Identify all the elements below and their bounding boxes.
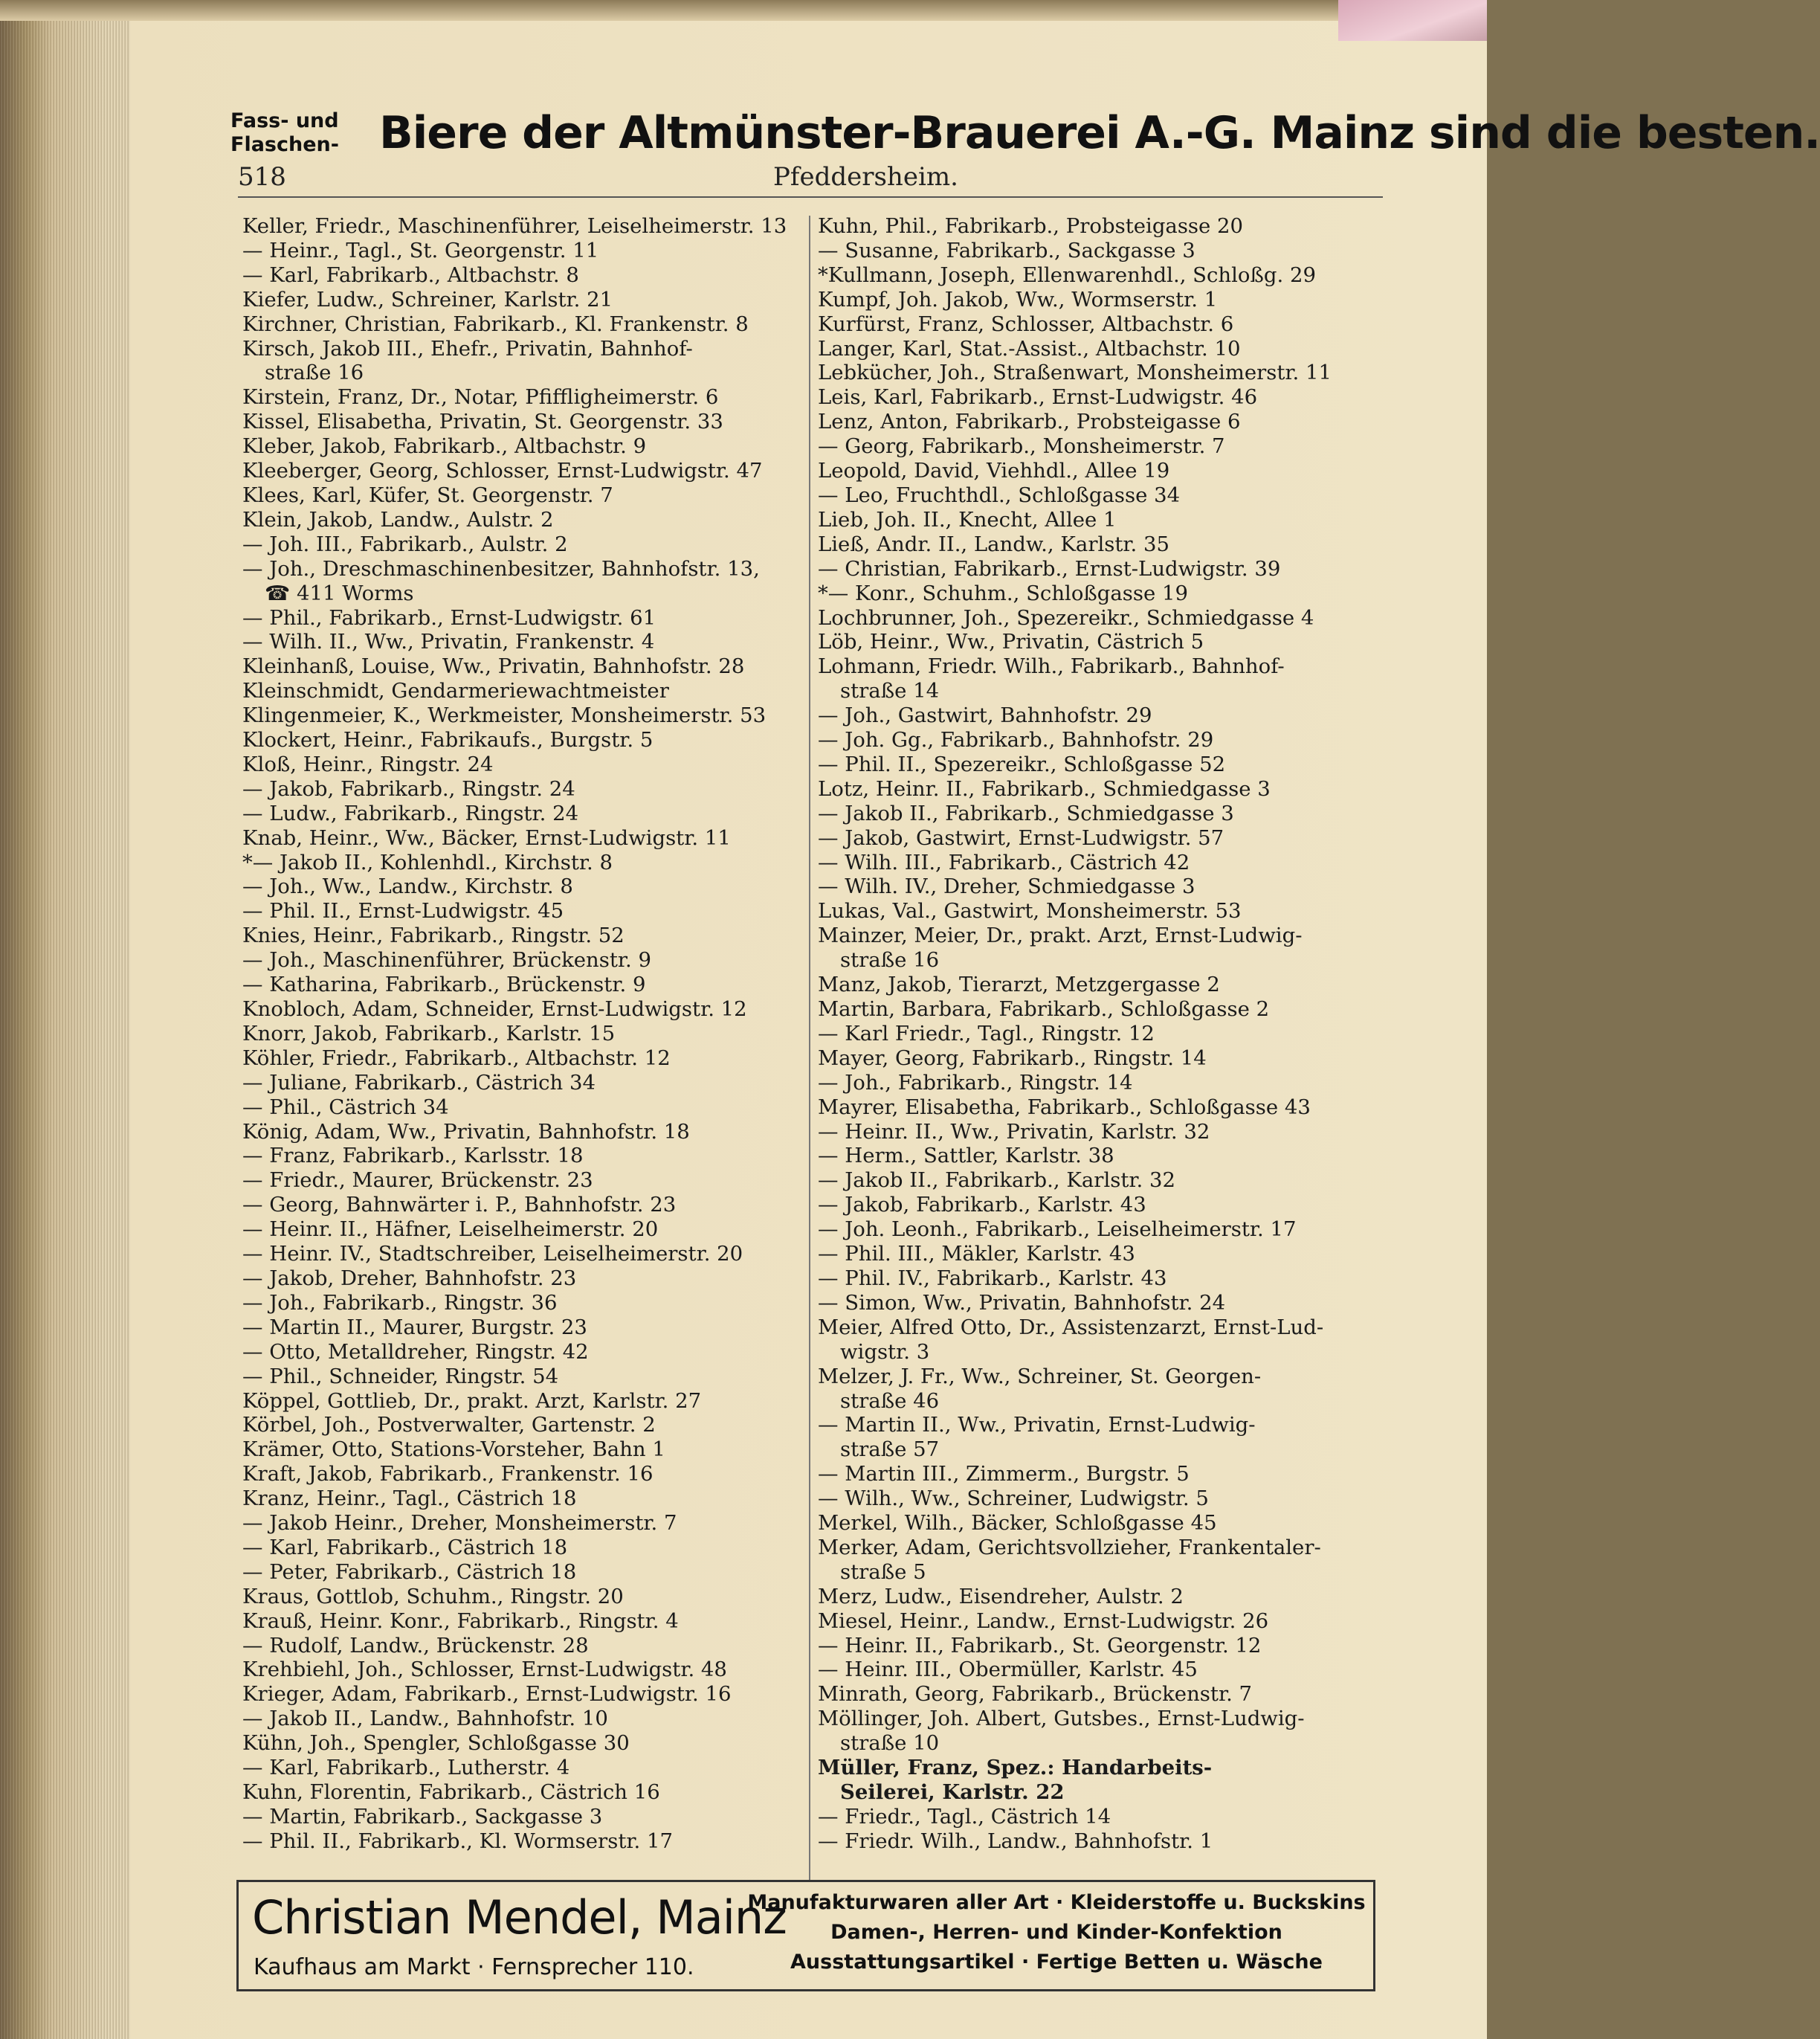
directory-entry: Körbel, Joh., Postverwalter, Gartenstr. 2 bbox=[242, 1413, 656, 1437]
directory-entry: — Karl Friedr., Tagl., Ringstr. 12 bbox=[818, 1021, 1155, 1046]
directory-entry: — Joh. Leonh., Fabrikarb., Leiselheimerstr. 17 bbox=[818, 1217, 1297, 1242]
directory-entry: — Joh., Fabrikarb., Ringstr. 14 bbox=[818, 1070, 1133, 1095]
directory-entry: Martin, Barbara, Fabrikarb., Schloßgasse 2 bbox=[818, 997, 1270, 1021]
directory-entry: Merkel, Wilh., Bäcker, Schloßgasse 45 bbox=[818, 1511, 1217, 1536]
directory-entry: — Jakob, Fabrikarb., Ringstr. 24 bbox=[242, 776, 575, 801]
directory-entry: Kuhn, Florentin, Fabrikarb., Cästrich 16 bbox=[242, 1780, 660, 1804]
directory-entry: Köhler, Friedr., Fabrikarb., Altbachstr. 12 bbox=[242, 1046, 671, 1070]
directory-entry: — Jakob, Gastwirt, Ernst-Ludwigstr. 57 bbox=[818, 825, 1224, 850]
directory-entry: König, Adam, Ww., Privatin, Bahnhofstr. 18 bbox=[242, 1119, 690, 1144]
directory-entry: Klockert, Heinr., Fabrikaufs., Burgstr. 5 bbox=[242, 728, 654, 753]
directory-entry: — Phil. II., Spezereikr., Schloßgasse 52 bbox=[818, 752, 1226, 776]
directory-entry: Mayrer, Elisabetha, Fabrikarb., Schloßgasse 43 bbox=[818, 1095, 1311, 1119]
directory-entry: Miesel, Heinr., Landw., Ernst-Ludwigstr. 26 bbox=[818, 1608, 1269, 1633]
directory-entry: Krämer, Otto, Stations-Vorsteher, Bahn 1 bbox=[242, 1437, 665, 1462]
directory-entry: Merker, Adam, Gerichtsvollzieher, Frankentaler- bbox=[818, 1535, 1321, 1559]
directory-entry: Mainzer, Meier, Dr., prakt. Arzt, Ernst-Ludwig- bbox=[818, 924, 1303, 948]
directory-entry: Möllinger, Joh. Albert, Gutsbes., Ernst-Ludwig- bbox=[818, 1707, 1305, 1731]
right-directory-column bbox=[818, 214, 1390, 1854]
directory-entry: — Otto, Metalldreher, Ringstr. 42 bbox=[242, 1339, 589, 1364]
directory-entry: Meier, Alfred Otto, Dr., Assistenzarzt, Ernst-Lud- bbox=[818, 1315, 1324, 1339]
directory-entry: Merz, Ludw., Eisendreher, Aulstr. 2 bbox=[818, 1584, 1184, 1608]
footer-ad-address: Kaufhaus am Markt · Fernsprecher 110. bbox=[254, 1954, 694, 1980]
directory-entry: — Phil. IV., Fabrikarb., Karlstr. 43 bbox=[818, 1266, 1167, 1290]
directory-entry: Knies, Heinr., Fabrikarb., Ringstr. 52 bbox=[242, 924, 625, 948]
footer-advertisement bbox=[236, 1880, 1375, 1991]
directory-entry: — Jakob, Fabrikarb., Karlstr. 43 bbox=[818, 1193, 1146, 1217]
left-directory-column bbox=[242, 214, 800, 1854]
directory-entry: Kraus, Gottlob, Schuhm., Ringstr. 20 bbox=[242, 1584, 624, 1608]
header-ad-slogan: Biere der Altmünster-Brauerei A.-G. Mainz sind die besten. bbox=[379, 107, 1820, 159]
directory-entry: Kirstein, Franz, Dr., Notar, Pfiffligheimerstr. 6 bbox=[242, 385, 719, 410]
directory-entry: — Jakob Heinr., Dreher, Monsheimerstr. 7 bbox=[242, 1511, 677, 1536]
directory-entry: — Heinr. III., Obermüller, Karlstr. 45 bbox=[818, 1658, 1198, 1682]
directory-entry: — Wilh. II., Ww., Privatin, Frankenstr. 4 bbox=[242, 630, 655, 654]
directory-entry: straße 5 bbox=[840, 1559, 926, 1584]
directory-entry: — Joh., Gastwirt, Bahnhofstr. 29 bbox=[818, 703, 1152, 728]
directory-entry: Kloß, Heinr., Ringstr. 24 bbox=[242, 752, 494, 776]
directory-entry: Lochbrunner, Joh., Spezereikr., Schmiedgasse 4 bbox=[818, 605, 1314, 630]
directory-entry: — Jakob, Dreher, Bahnhofstr. 23 bbox=[242, 1266, 577, 1290]
footer-ad-company-name: Christian Mendel, Mainz bbox=[252, 1890, 787, 1945]
header-ad-label-line2: Flaschen- bbox=[230, 133, 339, 156]
directory-entry: wigstr. 3 bbox=[840, 1339, 930, 1364]
directory-entry: Krehbiehl, Joh., Schlosser, Ernst-Ludwigstr. 48 bbox=[242, 1658, 727, 1682]
directory-entry: Kirchner, Christian, Fabrikarb., Kl. Frankenstr. 8 bbox=[242, 312, 749, 336]
directory-entry: Ließ, Andr. II., Landw., Karlstr. 35 bbox=[818, 532, 1170, 556]
directory-entry: — Georg, Fabrikarb., Monsheimerstr. 7 bbox=[818, 434, 1225, 459]
directory-entry: Mayer, Georg, Fabrikarb., Ringstr. 14 bbox=[818, 1046, 1207, 1070]
directory-entry: Knorr, Jakob, Fabrikarb., Karlstr. 15 bbox=[242, 1021, 616, 1046]
directory-entry: — Phil., Cästrich 34 bbox=[242, 1095, 449, 1119]
directory-entry: — Phil. III., Mäkler, Karlstr. 43 bbox=[818, 1242, 1135, 1266]
directory-entry: Klein, Jakob, Landw., Aulstr. 2 bbox=[242, 507, 554, 532]
directory-entry: — Ludw., Fabrikarb., Ringstr. 24 bbox=[242, 801, 579, 825]
directory-entry: — Franz, Fabrikarb., Karlsstr. 18 bbox=[242, 1144, 584, 1168]
footer-ad-line: Manufakturwaren aller Art · Kleiderstoffe u. Buckskins bbox=[747, 1891, 1366, 1914]
directory-entry: *Kullmann, Joseph, Ellenwarenhdl., Schloßg. 29 bbox=[818, 262, 1316, 287]
directory-entry: — Karl, Fabrikarb., Lutherstr. 4 bbox=[242, 1756, 570, 1780]
directory-entry: — Friedr., Tagl., Cästrich 14 bbox=[818, 1804, 1111, 1829]
directory-entry: Kiefer, Ludw., Schreiner, Karlstr. 21 bbox=[242, 287, 613, 312]
directory-entry: Krauß, Heinr. Konr., Fabrikarb., Ringstr. 4 bbox=[242, 1608, 679, 1633]
directory-entry: Lenz, Anton, Fabrikarb., Probsteigasse 6 bbox=[818, 410, 1241, 434]
directory-entry: Kumpf, Joh. Jakob, Ww., Wormserstr. 1 bbox=[818, 287, 1218, 312]
directory-entry: — Joh. Gg., Fabrikarb., Bahnhofstr. 29 bbox=[818, 728, 1214, 753]
directory-entry: — Martin II., Maurer, Burgstr. 23 bbox=[242, 1315, 587, 1339]
directory-entry: — Joh., Maschinenführer, Brückenstr. 9 bbox=[242, 948, 652, 973]
directory-entry: Kleeberger, Georg, Schlosser, Ernst-Ludwigstr. 47 bbox=[242, 459, 763, 483]
directory-entry: ☎ 411 Worms bbox=[265, 581, 414, 605]
directory-entry: — Martin III., Zimmerm., Burgstr. 5 bbox=[818, 1462, 1190, 1486]
directory-entry: straße 46 bbox=[840, 1388, 940, 1413]
directory-entry: — Juliane, Fabrikarb., Cästrich 34 bbox=[242, 1070, 596, 1095]
footer-ad-line: Damen-, Herren- und Kinder-Konfektion bbox=[830, 1921, 1282, 1944]
directory-entry: Müller, Franz, Spez.: Handarbeits- bbox=[818, 1756, 1213, 1780]
directory-entry: — Friedr. Wilh., Landw., Bahnhofstr. 1 bbox=[818, 1829, 1213, 1853]
directory-entry: — Joh., Dreschmaschinenbesitzer, Bahnhofstr. 13, bbox=[242, 556, 760, 581]
directory-entry: Klees, Karl, Küfer, St. Georgenstr. 7 bbox=[242, 483, 613, 507]
directory-entry: — Heinr. II., Fabrikarb., St. Georgenstr. 12 bbox=[818, 1633, 1262, 1658]
footer-ad-line: Ausstattungsartikel · Fertige Betten u. Wäsche bbox=[790, 1951, 1323, 1974]
directory-entry: *— Konr., Schuhm., Schloßgasse 19 bbox=[818, 581, 1188, 605]
directory-entry: Seilerei, Karlstr. 22 bbox=[840, 1780, 1065, 1804]
directory-entry: Kurfürst, Franz, Schlosser, Altbachstr. 6 bbox=[818, 312, 1234, 336]
page-edges bbox=[0, 0, 130, 2039]
directory-entry: Langer, Karl, Stat.-Assist., Altbachstr. 10 bbox=[818, 336, 1241, 361]
directory-entry: — Jakob II., Landw., Bahnhofstr. 10 bbox=[242, 1707, 608, 1731]
directory-entry: — Phil., Fabrikarb., Ernst-Ludwigstr. 61 bbox=[242, 605, 656, 630]
directory-entry: — Joh., Ww., Landw., Kirchstr. 8 bbox=[242, 874, 573, 899]
directory-entry: Melzer, J. Fr., Ww., Schreiner, St. Georgen- bbox=[818, 1364, 1262, 1388]
header-ad-label bbox=[230, 109, 372, 157]
directory-entry: — Herm., Sattler, Karlstr. 38 bbox=[818, 1144, 1114, 1168]
directory-entry: Kraft, Jakob, Fabrikarb., Frankenstr. 16 bbox=[242, 1462, 654, 1486]
directory-entry: Leopold, David, Viehhdl., Allee 19 bbox=[818, 459, 1170, 483]
directory-entry: Lebkücher, Joh., Straßenwart, Monsheimerstr. 11 bbox=[818, 361, 1332, 385]
directory-entry: — Heinr. II., Ww., Privatin, Karlstr. 32 bbox=[818, 1119, 1210, 1144]
directory-entry: Kranz, Heinr., Tagl., Cästrich 18 bbox=[242, 1486, 577, 1511]
directory-entry: Kleber, Jakob, Fabrikarb., Altbachstr. 9 bbox=[242, 434, 647, 459]
directory-entry: straße 16 bbox=[265, 361, 364, 385]
directory-entry: Knab, Heinr., Ww., Bäcker, Ernst-Ludwigstr. 11 bbox=[242, 825, 731, 850]
header-divider bbox=[238, 196, 1383, 198]
directory-entry: Kissel, Elisabetha, Privatin, St. Georgenstr. 33 bbox=[242, 410, 723, 434]
directory-entry: — Heinr. IV., Stadtschreiber, Leiselheimerstr. 20 bbox=[242, 1242, 743, 1266]
page-tab-marker bbox=[1338, 0, 1487, 41]
directory-entry: Knobloch, Adam, Schneider, Ernst-Ludwigstr. 12 bbox=[242, 997, 747, 1021]
footer-ad-details bbox=[744, 1888, 1369, 1977]
directory-entry: — Jakob II., Fabrikarb., Schmiedgasse 3 bbox=[818, 801, 1234, 825]
directory-entry: — Leo, Fruchthdl., Schloßgasse 34 bbox=[818, 483, 1181, 507]
directory-entry: — Susanne, Fabrikarb., Sackgasse 3 bbox=[818, 238, 1195, 262]
directory-entry: Löb, Heinr., Ww., Privatin, Cästrich 5 bbox=[818, 630, 1204, 654]
directory-entry: — Friedr., Maurer, Brückenstr. 23 bbox=[242, 1168, 593, 1193]
directory-entry: — Karl, Fabrikarb., Cästrich 18 bbox=[242, 1535, 568, 1559]
directory-entry: — Georg, Bahnwärter i. P., Bahnhofstr. 23 bbox=[242, 1193, 677, 1217]
directory-entry: Köppel, Gottlieb, Dr., prakt. Arzt, Karlstr. 27 bbox=[242, 1388, 702, 1413]
directory-entry: — Martin, Fabrikarb., Sackgasse 3 bbox=[242, 1804, 603, 1829]
directory-entry: straße 14 bbox=[840, 679, 940, 703]
directory-entry: Lohmann, Friedr. Wilh., Fabrikarb., Bahnhof- bbox=[818, 654, 1285, 679]
column-divider bbox=[809, 216, 810, 1881]
directory-entry: — Jakob II., Fabrikarb., Karlstr. 32 bbox=[818, 1168, 1176, 1193]
directory-entry: Manz, Jakob, Tierarzt, Metzgergasse 2 bbox=[818, 973, 1220, 997]
directory-entry: — Simon, Ww., Privatin, Bahnhofstr. 24 bbox=[818, 1290, 1226, 1315]
directory-entry: — Wilh., Ww., Schreiner, Ludwigstr. 5 bbox=[818, 1486, 1209, 1511]
directory-entry: — Phil. II., Ernst-Ludwigstr. 45 bbox=[242, 899, 564, 924]
directory-entry: Kuhn, Phil., Fabrikarb., Probsteigasse 20 bbox=[818, 214, 1244, 238]
directory-entry: — Katharina, Fabrikarb., Brückenstr. 9 bbox=[242, 973, 646, 997]
directory-entry: Krieger, Adam, Fabrikarb., Ernst-Ludwigstr. 16 bbox=[242, 1682, 732, 1707]
directory-entry: Leis, Karl, Fabrikarb., Ernst-Ludwigstr. 46 bbox=[818, 385, 1258, 410]
directory-entry: — Rudolf, Landw., Brückenstr. 28 bbox=[242, 1633, 589, 1658]
directory-entry: — Wilh. III., Fabrikarb., Cästrich 42 bbox=[818, 850, 1190, 874]
directory-entry: — Phil. II., Fabrikarb., Kl. Wormserstr. 17 bbox=[242, 1829, 673, 1853]
directory-entry: — Joh., Fabrikarb., Ringstr. 36 bbox=[242, 1290, 558, 1315]
top-page-edge bbox=[0, 0, 1487, 21]
directory-entry: straße 16 bbox=[840, 948, 940, 973]
directory-entry: *— Jakob II., Kohlenhdl., Kirchstr. 8 bbox=[242, 850, 613, 874]
directory-entry: Kühn, Joh., Spengler, Schloßgasse 30 bbox=[242, 1731, 630, 1756]
directory-entry: Kleinschmidt, Gendarmeriewachtmeister bbox=[242, 679, 669, 703]
directory-entry: — Karl, Fabrikarb., Altbachstr. 8 bbox=[242, 262, 579, 287]
directory-entry: — Heinr. II., Häfner, Leiselheimerstr. 20 bbox=[242, 1217, 659, 1242]
directory-entry: Klingenmeier, K., Werkmeister, Monsheimerstr. 53 bbox=[242, 703, 767, 728]
directory-entry: Keller, Friedr., Maschinenführer, Leiselheimerstr. 13 bbox=[242, 214, 787, 238]
directory-entry: Lotz, Heinr. II., Fabrikarb., Schmiedgasse 3 bbox=[818, 776, 1271, 801]
directory-entry: Minrath, Georg, Fabrikarb., Brückenstr. 7 bbox=[818, 1682, 1253, 1707]
directory-entry: — Joh. III., Fabrikarb., Aulstr. 2 bbox=[242, 532, 568, 556]
directory-entry: straße 57 bbox=[840, 1437, 940, 1462]
page-title: Pfeddersheim. bbox=[773, 162, 958, 192]
directory-entry: — Wilh. IV., Dreher, Schmiedgasse 3 bbox=[818, 874, 1195, 899]
directory-entry: Kleinhanß, Louise, Ww., Privatin, Bahnhofstr. 28 bbox=[242, 654, 745, 679]
header-ad-label-line1: Fass- und bbox=[230, 109, 339, 132]
directory-entry: — Christian, Fabrikarb., Ernst-Ludwigstr. 39 bbox=[818, 556, 1281, 581]
directory-entry: straße 10 bbox=[840, 1731, 940, 1756]
directory-entry: Lieb, Joh. II., Knecht, Allee 1 bbox=[818, 507, 1117, 532]
directory-entry: Lukas, Val., Gastwirt, Monsheimerstr. 53 bbox=[818, 899, 1242, 924]
page-number: 518 bbox=[238, 162, 286, 192]
directory-entry: — Phil., Schneider, Ringstr. 54 bbox=[242, 1364, 559, 1388]
directory-entry: — Martin II., Ww., Privatin, Ernst-Ludwig- bbox=[818, 1413, 1256, 1437]
directory-entry: Kirsch, Jakob III., Ehefr., Privatin, Bahnhof- bbox=[242, 336, 693, 361]
directory-entry: — Peter, Fabrikarb., Cästrich 18 bbox=[242, 1559, 577, 1584]
directory-entry: — Heinr., Tagl., St. Georgenstr. 11 bbox=[242, 238, 599, 262]
